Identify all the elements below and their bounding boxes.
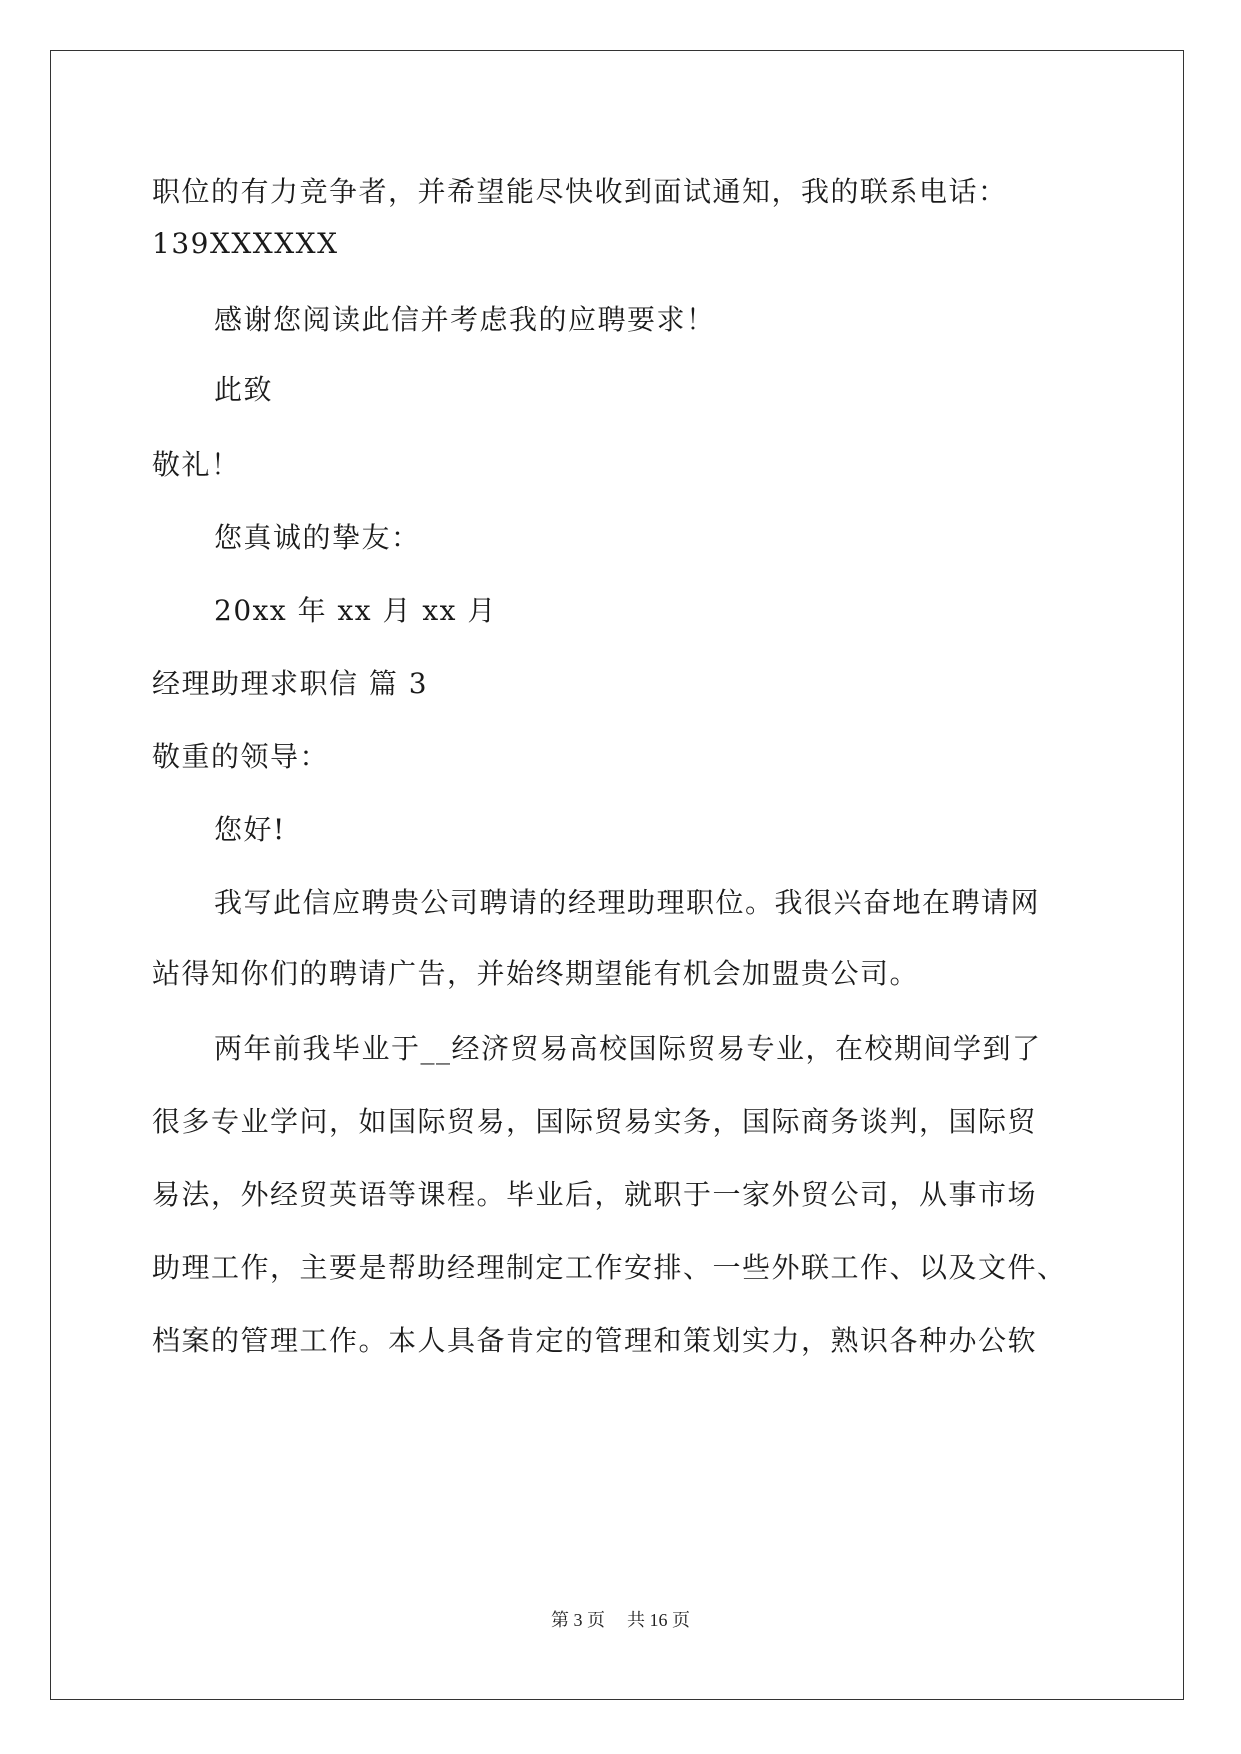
closing-phrase: 此致 — [214, 373, 274, 406]
page-total: 共 16 页 — [627, 1610, 690, 1630]
paragraph-line: 很多专业学问，如国际贸易，国际贸易实务，国际商务谈判，国际贸 — [152, 1105, 1038, 1138]
greeting-hello: 您好! — [214, 813, 286, 846]
phone-number: 139XXXXXX — [152, 227, 339, 260]
salutation-closing: 敬礼！ — [152, 448, 241, 481]
text-line: 感谢您阅读此信并考虑我的应聘要求！ — [214, 303, 716, 336]
date-line: 20xx 年 xx 月 xx 月 — [214, 594, 497, 627]
page-number: 第 3 页 — [551, 1610, 605, 1630]
section-heading: 经理助理求职信 篇 3 — [152, 667, 429, 700]
page-footer — [0, 1608, 1241, 1632]
paragraph-line: 易法，外经贸英语等课程。毕业后，就职于一家外贸公司，从事市场 — [152, 1178, 1038, 1211]
paragraph-line: 站得知你们的聘请广告，并始终期望能有机会加盟贵公司。 — [152, 957, 920, 990]
paragraph-line: 我写此信应聘贵公司聘请的经理助理职位。我很兴奋地在聘请网 — [214, 886, 1041, 919]
greeting: 敬重的领导： — [152, 740, 330, 773]
paragraph-line: 助理工作，主要是帮助经理制定工作安排、一些外联工作、以及文件、 — [152, 1251, 1067, 1284]
text-line: 职位的有力竞争者，并希望能尽快收到面试通知，我的联系电话： — [152, 175, 1008, 208]
signature-label: 您真诚的挚友： — [214, 521, 421, 554]
paragraph-line: 两年前我毕业于__经济贸易高校国际贸易专业，在校期间学到了 — [214, 1032, 1042, 1065]
paragraph-line: 档案的管理工作。本人具备肯定的管理和策划实力，熟识各种办公软 — [152, 1324, 1038, 1357]
page-border — [50, 50, 1184, 1700]
